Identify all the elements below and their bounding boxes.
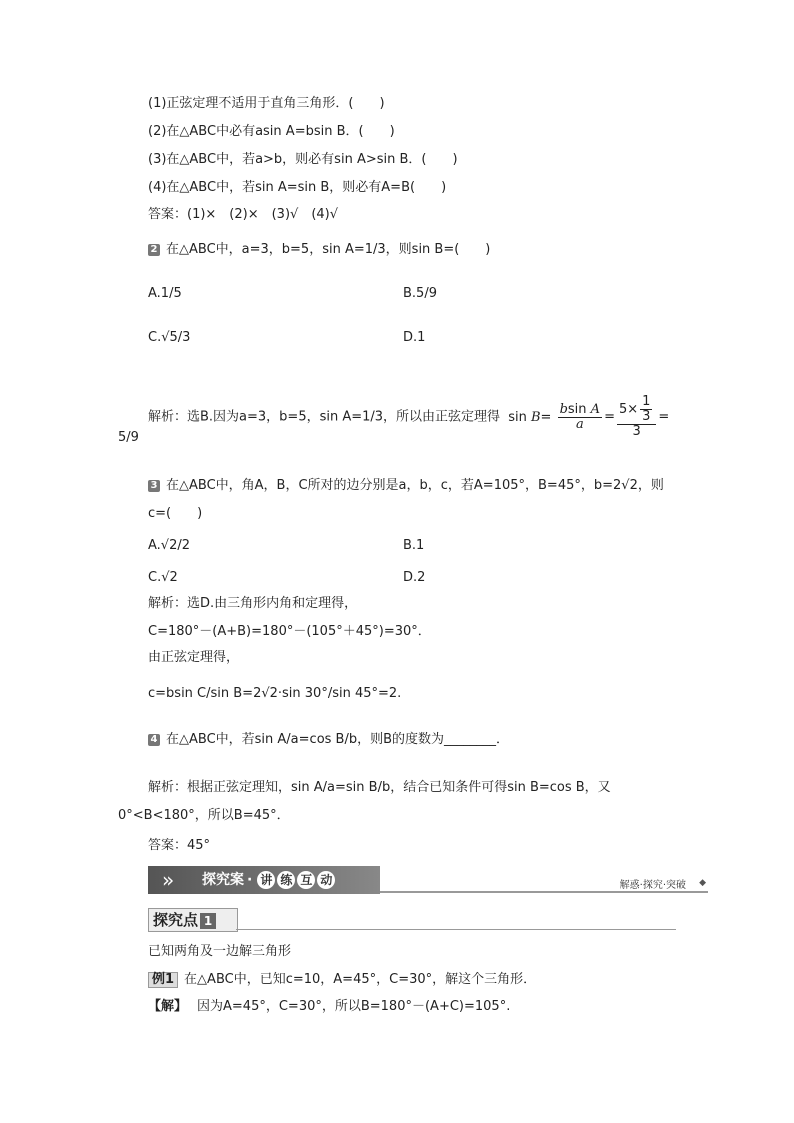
banner-title-text: 探究案: [202, 872, 244, 888]
q4-number: 4: [148, 734, 160, 746]
q2-fraction-2: 5× $\frac{1}{3}$ 3: [617, 395, 656, 439]
q2-fraction-1: $\frac{\text{bsin A}}{a}$: [559, 401, 601, 432]
q3-option-d: D.2: [403, 570, 426, 585]
banner-badge-1: 讲: [257, 871, 275, 889]
banner-title: 探究案 · 讲 练 互 动: [202, 871, 335, 889]
q3-line-1: C=180°－(A+B)=180°－(105°＋45°)=30°．: [148, 624, 431, 639]
judge-item-1: (1)正弦定理不适用于直角三角形．( ): [148, 96, 385, 111]
q4-stem-row: [148, 732, 509, 748]
diamond-icon: ◆: [699, 878, 706, 888]
section-heading: 已知两角及一边解三角形: [148, 944, 292, 959]
banner-right-text: 解惑·探究·突破: [619, 880, 686, 891]
q2-option-d: D.1: [403, 330, 426, 345]
q2-stem: 在△ABC中，a=3，b=5，sin A=1/3，则sin B=( ): [166, 242, 491, 257]
section-banner: [148, 866, 708, 894]
q3-line-3: c=bsin C/sin B=2√2·sin 30°/sin 45°=2.: [148, 686, 402, 701]
solution-text: 因为A=45°，C=30°，所以B=180°－(A+C)=105°.: [197, 999, 511, 1014]
example-text: 在△ABC中，已知c=10，A=45°，C=30°，解这个三角形．: [184, 972, 537, 987]
judge-item-3: (3)在△ABC中，若a>b，则必有sin A>sin B．( ): [148, 152, 458, 167]
q2-option-a: A.1/5: [148, 286, 182, 301]
example-tag: 例1: [148, 972, 178, 988]
example-row: [148, 972, 536, 988]
q3-number: 3: [148, 480, 160, 492]
q2-analysis-result: 5/9: [118, 430, 139, 445]
q3-line-2: 由正弦定理得，: [148, 650, 240, 665]
section-tag: [148, 908, 238, 932]
q3-option-a: A.√2/2: [148, 538, 191, 553]
q2-option-b: B.5/9: [403, 286, 437, 301]
q2-analysis: 解析：选B.因为a=3，b=5，sin A=1/3，所以由正弦定理得 sin B= $\frac{\text{bsin A}}{a}$ = 5× $\frac{1}{3}$ 3 =: [148, 394, 670, 439]
chevron-right-icon: »: [162, 868, 169, 892]
q3-stem-row: [148, 472, 678, 528]
solution-row: [148, 999, 510, 1015]
q3-option-c: C.√2: [148, 570, 178, 585]
banner-badge-2: 练: [277, 871, 295, 889]
judge-item-4: (4)在△ABC中，若sin A=sin B，则必有A=B( ): [148, 180, 447, 195]
section-tag-number: 1: [200, 913, 216, 929]
q4-answer: 答案：45°: [148, 838, 211, 853]
banner-badge-3: 互: [297, 871, 315, 889]
q2-analysis-text: 解析：选B.因为a=3，b=5，sin A=1/3，所以由正弦定理得: [148, 409, 501, 425]
solution-tag: 【解】: [148, 999, 188, 1014]
q2-stem-row: [148, 242, 490, 258]
q2-number: 2: [148, 244, 160, 256]
q3-analysis: 解析：选D.由三角形内角和定理得，: [148, 596, 358, 611]
q3-option-b: B.1: [403, 538, 425, 553]
section-tag-text: 探究点 1: [153, 911, 216, 929]
q4-stem: 在△ABC中，若sin A/a=cos B/b，则B的度数为________．: [166, 732, 510, 747]
section-tag-line: [236, 929, 676, 930]
judge-answer: 答案：(1)× (2)× (3)√ (4)√: [148, 207, 339, 222]
q4-analysis: 解析：根据正弦定理知，sin A/a=sin B/b，结合已知条件可得sin B=cos B，又0°<B<180°，所以B=45°．: [118, 780, 611, 823]
banner-badge-4: 动: [317, 871, 335, 889]
judge-item-2: (2)在△ABC中必有asin A=bsin B．( ): [148, 124, 395, 139]
q2-option-c: C.√5/3: [148, 330, 191, 345]
q3-stem: 在△ABC中，角A，B，C所对的边分别是a，b，c，若A=105°，B=45°，b=2√2，则c=( ): [148, 478, 664, 521]
